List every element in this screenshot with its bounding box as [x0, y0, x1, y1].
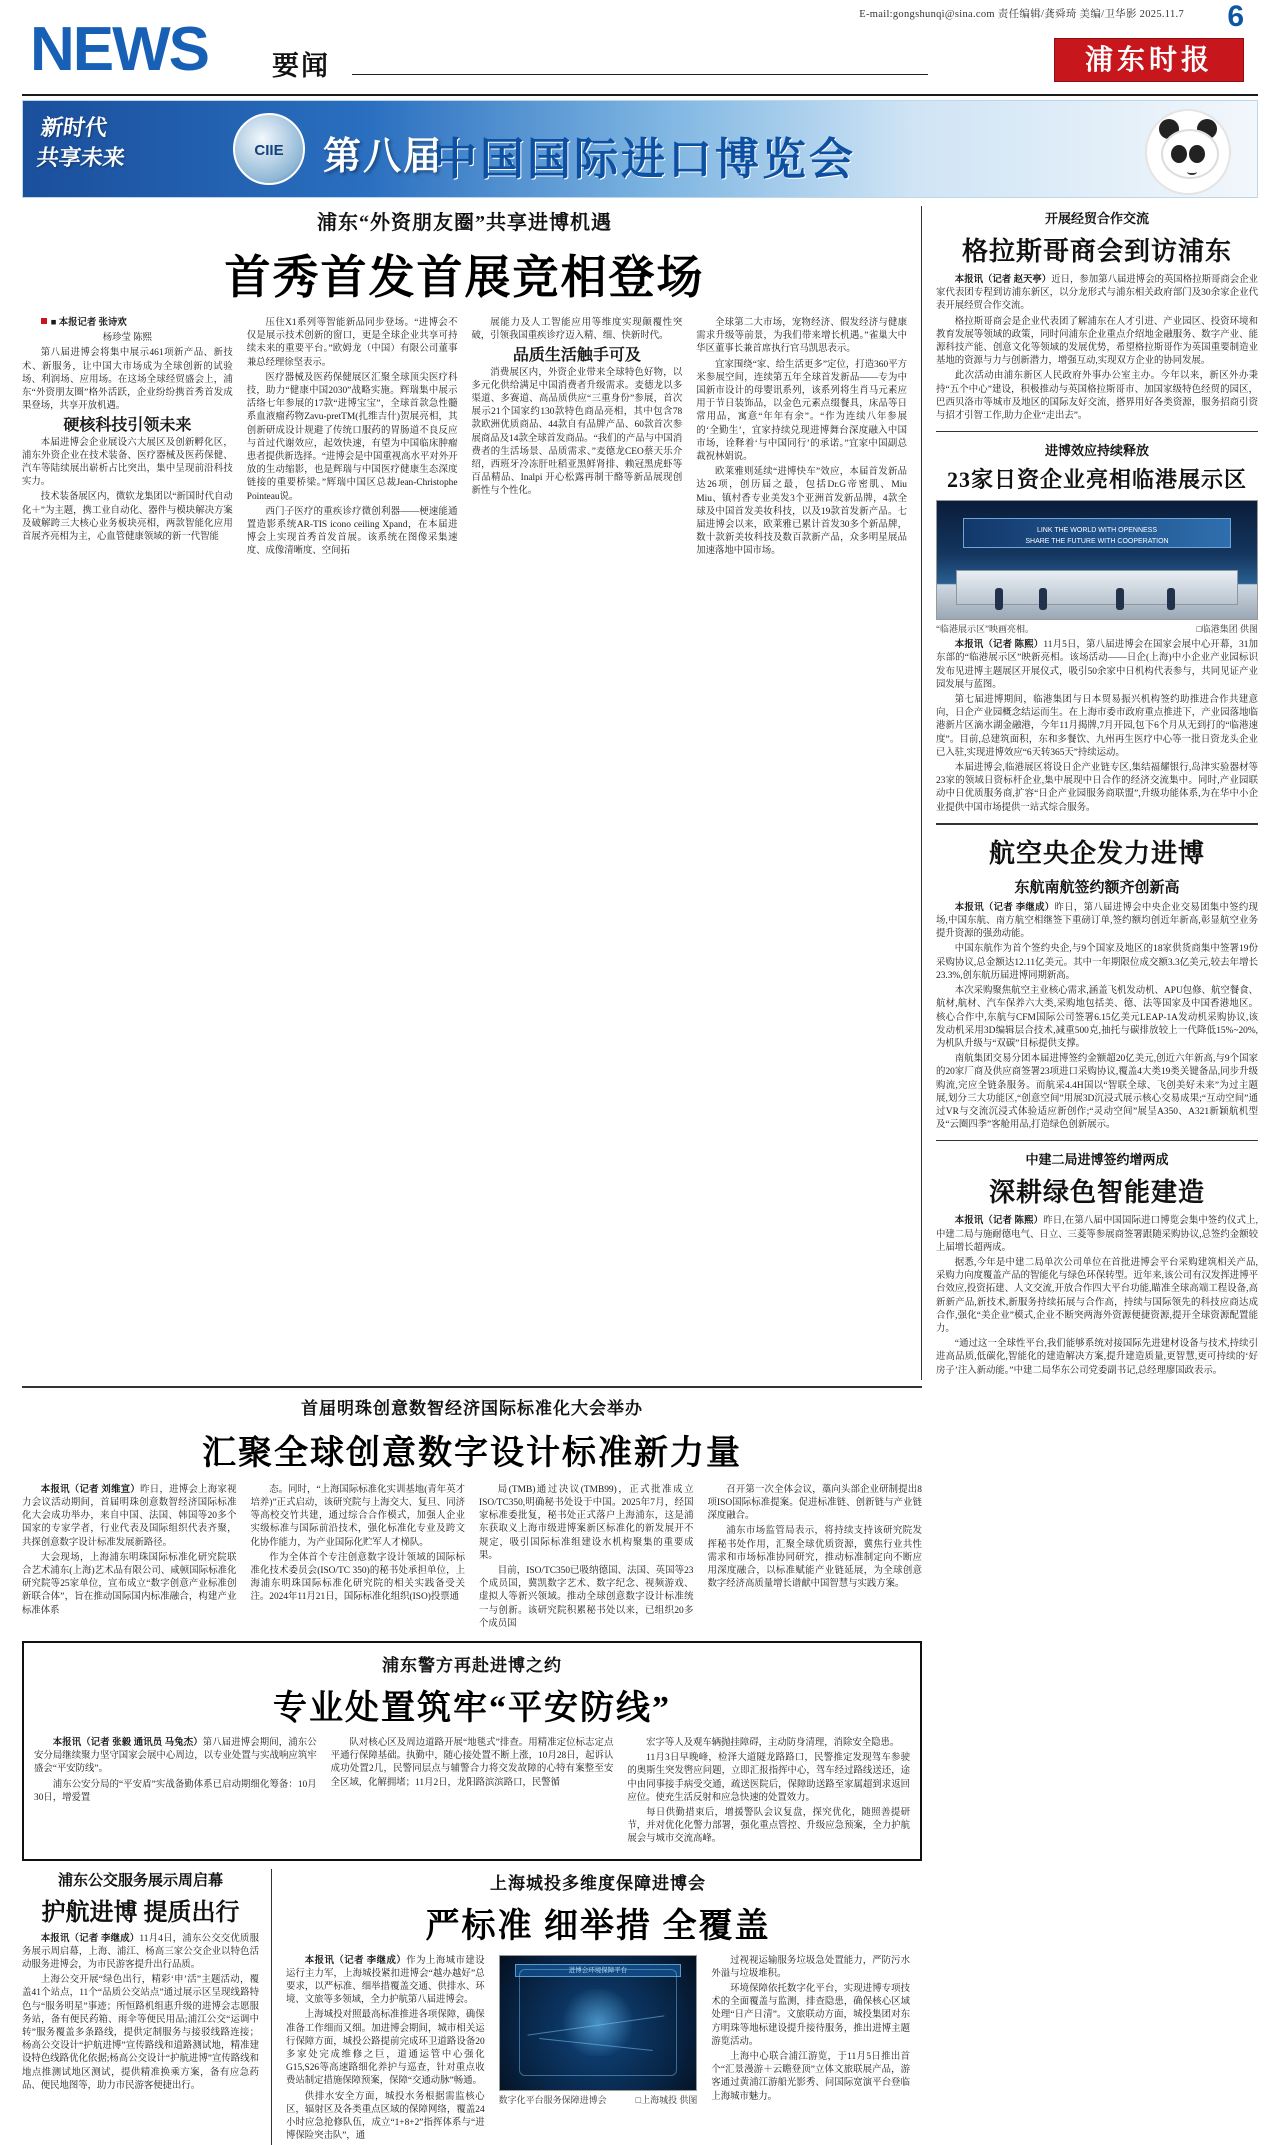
expo-booth-image [937, 501, 1257, 619]
rc1-headline: 格拉斯哥商会到访浦东 [961, 237, 1232, 266]
story3-col-3 [627, 1737, 910, 1849]
ciie-emblem-label: CIIE [254, 142, 284, 159]
page-number: 6 [1227, 0, 1244, 33]
lead-p9: 全球第二大市场，宠物经济、假发经济与健康需求升级等前景，为我们带来增长机遇。”雀巢大中华区董事长兼首席执行官马凯思表示。 [696, 318, 907, 355]
rc-divider-2 [936, 823, 1258, 825]
rc4-byline: 本报讯（记者 陈熙） [954, 1216, 1044, 1227]
story2-p8: 浦东市场监管局表示，将持续支持该研究院发挥秘书处作用，汇聚全球优质资源，冀焦行业共性需求和市场标准协同研究，推动标准制定向不断应用深度融合，以标准赋能产业链延展，为全球创意数字经济高质量增长谱献中国智慧与实践方案。 [707, 1526, 922, 1590]
story5-col-2 [499, 1955, 698, 2145]
story3-p6: 每日供勤措束后，增援警队会议复盘，探究优化，随照善提研节，并对优化化警力部署，强化重点管控、升级应急预案，全力护航展会与城市交流高峰。 [627, 1808, 911, 1845]
banner-title: 中国国际进口博览会 [433, 135, 856, 184]
story5-col-1 [286, 1955, 485, 2145]
rc2-p2: 第七届进博期间，临港集团与日本贸易振兴机构签约助推进合作共建意向，日企产业园概念结运而生。在上海市委市政府重点推进下，产业园落地临港新片区滴水湖金融港，今年11月揭牌,7月开园,包下6个月从无到打的“临港速度”。目前,总建筑面积，东和多餐饮、九州再生医疗中心等一批日资龙头企业已入驻,实现进博效应“6天转365天”持续运动。 [936, 695, 1258, 758]
story4-byline: 本报讯（记者 李继成） [40, 1933, 140, 1944]
story3-headline: 专业处置筑牢“平安防线” [273, 1690, 671, 1727]
story3-p1 [34, 1737, 317, 1777]
lead-col-3 [472, 317, 683, 561]
lead-p1: 第八届进博会将集中展示461项新产品、新技术、新服务，让中国大市场成为全球创新的试验场、利润场、应用场。在这场全球经贸盛会上，浦东“外资朋友圈”格外活跃，企业纷纷携首秀首发成果登场，共享开放机遇。 [22, 348, 233, 412]
story5-kicker: 上海城投多维度保障进博会 [490, 1873, 706, 1893]
story3-col-2 [331, 1737, 614, 1849]
masthead [22, 0, 1258, 96]
rc2-body [936, 639, 1258, 815]
story2-col-4 [708, 1484, 923, 1633]
lead-kicker: 浦东“外资朋友圈”共享进博机遇 [317, 212, 612, 234]
lead-col-2 [247, 317, 458, 561]
lead-p3: 技术装备展区内，微软龙集团以“新国时代自动化＋”为主题，携工业自动化、器件与模块解决方案及破解跨三大核心业务板块亮相，两款智能化应用首展齐亮相为主，心血管健康领域的新一代智能 [22, 492, 233, 543]
rc1-p2: 格拉斯哥商会是企业代表团了解浦东在人才引进、产业园区、投资环境和教育发展等领域的政策，同时问浦东企业重点介绍地金融服务、数字产业、能源科技产能、创意文化等领域的发展优势，希望格拉斯哥作为英国重要制造业基地的资源与力与创新潜力，增强互动,实现双方企业的协同发展。 [936, 316, 1258, 367]
rc2-caption-left: “临港展示区”映画亮相。 [936, 624, 1034, 635]
rc4-body [936, 1215, 1258, 1377]
story5-headline: 严标准 细举措 全覆盖 [425, 1907, 771, 1945]
lead-p6: 西门子医疗的重疾诊疗微创利器——梗速能通置造影系统AR-TIS icono ceiling Xpand，在本届进博会上实现首秀首发首展。该系统在图像采集速度、成像清晰度、空间拓 [246, 506, 458, 557]
rc2-photo-caption [936, 622, 1258, 635]
lead-p4: 压住X1系列等智能新品同步登场。“进博会不仅是展示技术创新的窗口，更是全球企业共享可持续未来的重要平台。”欧姆龙（中国）有限公司董事兼总经理徐坚表示。 [246, 318, 458, 368]
story3-byline: 本报讯（记者 张毅 通讯员 马兔杰） [52, 1738, 203, 1748]
story-chengtou [272, 1869, 910, 2145]
digital-platform-banner: 进博会环境保障平台 [515, 1964, 680, 1977]
story2-p1 [22, 1484, 237, 1550]
lead-p7: 展能力及人工智能应用等维度实现颠覆性突破，引领我国重疾诊疗迈入精、细、快新时代。 [471, 318, 683, 342]
story2-p3: 态。同时，“上海国际标准化实训基地(青年英才培养)”正式启动，该研究院与上海交大、复旦、同济等高校交竹共建，通过综合合作模式，加强人企业实级标准与国际前沿技术，强化标准化专业及跨文化协作能力，为产业国际化贮军人才梯队。 [250, 1484, 465, 1548]
rc3-byline: 本报讯（记者 李继成） [954, 902, 1055, 913]
story5-p1-text: 作为上海城市建设运行主力军，上海城投紧扣进博会“越办越好”总要求，以严标准、细举措覆盖交通、供排水、环境、文旅等多领域，全力护航第八届进博会。 [286, 1955, 485, 2006]
rc-story-aviation [936, 833, 1258, 1132]
story5-col-3 [711, 1955, 910, 2145]
rc1-kicker: 开展经贸合作交流 [1044, 211, 1149, 226]
story5-p5: 环境保障依托数字化平台，实现进博专项技术的全面覆盖与监测，排查隐患，确保核心区域处理“日产日清”。文旅联动方面，城投集团对东方明珠等地标建设提升接待服务，推出进博主题游览活动。 [711, 1984, 911, 2047]
story-standards [22, 1386, 922, 1633]
story5-p3: 供排水安全方面，城投水务根据需监核心区，辐射区及各类重点区域的保障网络，覆盖24小时应急抢修队伍，成立“1+8+2”指挥体系与“进博保险突击队”，通 [286, 2091, 485, 2142]
rc4-headline: 深耕绿色智能建造 [988, 1178, 1205, 1208]
rc3-p1 [936, 902, 1258, 942]
rc2-byline: 本报讯（记者 陈熙） [954, 640, 1044, 651]
lead-headline: 首秀首发首展竞相登场 [224, 252, 705, 303]
story4-p1 [22, 1933, 259, 1973]
rc-story-cscec [936, 1149, 1258, 1377]
lead-p11: 欧莱雅则延续“进博快车”效应，本届首发新品达26项，创历届之最，包括Dr.G帝密肌、Miu Miu、镇村香专业美发3个亚洲首发新品牌，4款全球及中国首发美妆科技，以及19款首发新产品。七届进博会以来，欧莱雅已累计首发30多个新品牌，数十款新美妆科技及数百款新产品，众多明星展品加速落地中国市场。 [696, 467, 907, 557]
story-police-box [22, 1641, 922, 1861]
story2-columns [22, 1484, 922, 1633]
rc4-p3: “通过这一全球性平台,我们能够系统对接国际先进建材设备与技术,持续引进高品质,低碳化,智能化的建造解决方案,提升建造质量,更智慧,更可持续的‘好房子’注入新动能。”中建二局华东公司党委副书记,总经理廖国政表示。 [936, 1339, 1258, 1376]
rc3-p4: 南航集团交易分团本届进博签约金额超20亿美元,创近六年新高,与9个国家的20家厂商及供应商签署23项进口采购协议,覆盖4大类19类关键备品,同步升级购流,完应全链条服务。而航采4.4H国以“智联全球、飞创美好未来”为过主题展,划分三大功能区,“创意空间”用展3D沉浸式展示核心交易成果;“互动空间”通过VR与交流沉浸式体验适应新创作;“灵动空间”展呈A350、A321新颖航机型及“云圈四季”客舱用品,打造绿色创新展示。 [936, 1054, 1258, 1131]
lead-p5: 医疗器械及医药保健展区汇聚全球顶尖医疗科技，助力“健康中国2030”战略实施。辉瑞集中展示活络七年参展的17款“进博宝宝”，全球首款急性髓系血液瘤药物Zavu-pretTM(扎维吉什)贺展亮相，其创新研成设计规避了传统口服药的胃肠道不良反应与首过代谢效应，起效快速，有望为中国临床肿瘤患者提供新选择。“进博会是中国重视高水平对外开放的生动缩影，也是辉瑞与中国医疗健康生态深度链接的重要桥梁。”辉瑞中国区总裁Jean-Christophe Pointeau说。 [246, 372, 458, 502]
story2-p7: 召开第一次全体会议，藁向头部企业研制提出8项ISO国际标准提案。促进标准链、创新链与产业链深度融合。 [707, 1484, 922, 1522]
lead-p8: 消费展区内，外资企业带来全球特色好物，以多元化供给满足中国消费者升级需求。麦德龙以多渠道、多赛道、高品质供应“三重身份”参展，首次展示21个国家约130款特色商品亮相，其中包含78款欧洲优质商品、44款自有品牌产品、60款首次参展商品及14款全球首发商品。“我们的产品与中国消费者的生活场景、品质需求、”麦德龙CEO蔡天乐介绍，西班牙冷冻肝吐稻亚黑鲜肾排、赖冠黑虎虾等百品精品、Inalpi 开心松露再制干酪等新品展现创新性与个性化。 [471, 367, 683, 497]
story5-columns [286, 1955, 910, 2145]
rc-divider-3 [936, 1140, 1258, 1141]
banner-slogan-line2: 共享未来 [35, 145, 127, 170]
story3-p1-text: 第八届进博会期间，浦东公安分局继续聚力坚守国家会展中心周边，以专业处置与实战响应筑牢盛会“平安防线”。 [34, 1738, 317, 1775]
rc3-p1-text: 昨日，第八届进博会中央企业交易团集中签约现场,中国东航、南方航空相继签下重磅订单,签约额均创近年新高,彰显航空业务提升资源的强劲动能。 [936, 902, 1258, 940]
story2-p2: 大会现场，上海浦东明珠国际标准化研究院联合艺术浦东(上海)艺术品有限公司、咸顿国际标准化研究院等25家单位，宣布成立“数字创意产业标准创新联合体”，旨在推动国际国内标准融合，构建产业标准体系 [22, 1552, 237, 1616]
story3-p5: 11月3日早晚峰，检泽大道隧龙路路口，民警推定发现驾车参驶的奥斯生突发辔应问题，立即汇报指挥中心，驾车经过路线送还，途中由同事接手病受交通，疏送医院后，保障助送路至家属超到求返回应位。使充生活反射和应急快速的处置效力。 [627, 1753, 911, 1803]
rc1-byline: 本报讯（记者 赵天亭） [954, 275, 1052, 285]
rc2-caption-right: □临港集团 供图 [1196, 624, 1258, 635]
ciie-banner [22, 100, 1258, 198]
rc3-p2: 中国东航作为首个签约央企,与9个国家及地区的18家供货商集中签署19份采购协议,总金额达12.11亿美元。其中一年期限位成交额3.3亿美元,较去年增长23.3%,创东航历届进博同期新高。 [936, 944, 1258, 981]
rc1-p1 [936, 274, 1258, 314]
story4-kicker: 浦东公交服务展示周启幕 [57, 1872, 223, 1889]
rc2-headline: 23家日资企业亮相临港展示区 [946, 467, 1247, 493]
story5-p6: 上海中心联合浦江游览，于11月5日推出首个“汇景漫游＋云瞻登顶”立体文旅联展产品，游客通过黄浦江游船光影秀、问国际宽演平台登临上海城市魅力。 [711, 2052, 911, 2102]
rc3-p3: 本次采购聚焦航空主业核心需求,涵盖飞机发动机、APU包修、航空餐食、航材,航材、汽车保养六大类,采购地包括美、德、法等国家及中国香港地区。核心合作中,东航与CFM国际公司签署6.15亿美元LEAP-1A发动机采购协议,该发动机采用3D编辑层合技术,减重500克,抽托与碳排放较上一代降低15%~20%,为机队升级与“双碳”目标提供支撑。 [936, 986, 1258, 1049]
story5-byline: 本报讯（记者 李继成） [304, 1955, 407, 1966]
rc2-photo [936, 500, 1258, 620]
lead-columns [22, 317, 907, 561]
story4-p2: 上海公交开展“绿色出行，精彩‘申’活”主题活动，覆盖41个站点，11个“品质公交站点”通过展示区呈现线路特色与“服务明星”事迹；所恒路机组惠升级的进博会志愿服务站，备有便民药箱、雨伞等便民用品;浦江公交“运调中转”服务覆盖多条路线，提供定制服务与接驳线路连接；杨高公交设计“护航进博”宣传路线和道路测试地，精准建设特色线路优化依据;杨高公交设计“护航进博”宣传路线和地点推测试地区测试，提供精准换乘方案，备有应急药品、便民地图等，助力市民游客便捷出行。 [22, 1975, 259, 2091]
story2-col-3 [479, 1484, 694, 1633]
story2-p5: 局(TMB)通过决议(TMB99)，正式批准成立ISO/TC350,明确秘书处设于中国。2025年7月，经国家标准委批复，秘书处正式落户上海浦东，这是浦东获取义上海市级进博案新区标准化的新发展开不规定，吸引国际标准组建设水机构聚集的重要成果。 [479, 1484, 694, 1561]
story4-headline: 护航进博 提质出行 [41, 1899, 240, 1926]
banner-slogan-line1: 新时代 [39, 115, 109, 140]
lead-byline [22, 317, 233, 330]
lead-subhead-2: 品质生活触手可及 [512, 347, 641, 365]
story2-col-2 [251, 1484, 466, 1633]
story5-photo-caption [499, 2093, 698, 2106]
rc2-p1-text: 11月5日，第八届进博会在国家会展中心开幕，31加东部的“临港展示区”映新亮相。该场活动——日企(上海)中小企业产业园标识发布见进博主题展区开展仪式，吸引50余家中日机构代表参与，共同见证产业园发展与蓝图。 [936, 640, 1258, 690]
rc4-p2: 据悉,今年是中建二局单次公司单位在首批进博会平台采购建筑相关产品,采购力向度覆盖产品的智能化与绿色环保转型。近年来,该公司有汉发挥进博平台效应,投资拓建、人文交流,开放合作四大平台功能,瞄准全球高端工程设备,高新新产品,新技术,新服务持续拓展与合作高，持续与国际领先的科技应商达成合作,强化“美企业”模式,企业不断突两海外资源便捷资源,提开全球资源配置能力。 [936, 1257, 1258, 1334]
story5-photo [499, 1955, 698, 2091]
masthead-news-word: NEWS [30, 15, 208, 84]
story5-p1 [286, 1955, 485, 2008]
rc3-headline: 航空央企发力进博 [988, 838, 1205, 868]
story3-col-1 [34, 1737, 317, 1849]
panda-mascot-icon [1145, 109, 1231, 195]
story3-columns [34, 1737, 910, 1849]
story5-p2: 上海城投对照最高标准推进各项保障，确保准备工作细而又细。加进博会期间，城市相关运行保障方面，城投公路提前完成环卫道路设备20多家处完成维修之巨，道通运管中心强化G15,S26等高速路细化养护与巡查，针对重点收费站制定措施保障预案，保障“交通动脉”畅通。 [286, 2010, 485, 2087]
story5-caption-right: □上海城投 供图 [635, 2094, 698, 2105]
rc4-p1 [936, 1215, 1258, 1255]
story2-byline: 本报讯（记者 刘维宣） [40, 1484, 141, 1495]
lead-byline2: 杨珍莹 陈熙 [102, 333, 152, 344]
story3-p2: 浦东公安分局的“平安盾”实战备勤体系已启动期细化筹备：10月30日，增爱置 [34, 1779, 317, 1803]
lead-col-4 [696, 317, 907, 561]
expo-booth-banner: LINK THE WORLD WITH OPENNESS SHARE THE FUTURE WITH COOPERATION [963, 518, 1232, 549]
story2-col-1 [22, 1484, 237, 1633]
rc1-p3: 此次活动由浦东新区人民政府外事办公室主办。今年以来，新区外办秉持“五个中心”建设，积极推动与英国格拉斯哥市、加国家级特色经贸的园区，巴西贝洛市等城市及地区的国际友好交流，搭界用好各类资源，服务招商引资与招才引智工作,助力企业“走出去”。 [936, 371, 1258, 422]
lead-subhead-1: 硬核科技引领未来 [63, 417, 192, 435]
red-square-icon [41, 318, 47, 324]
story3-p4: 宏字等人及观车辆抛挂障碍，主动防身清理，消除安全隐患。 [646, 1738, 900, 1748]
rc2-kicker: 进博效应持续释放 [1044, 443, 1149, 459]
right-column [922, 206, 1258, 1380]
rc2-p3: 本届进博会,临港展区将设日企产业链专区,集结福耀银行,岛津实验器材等23家的领域日资标杆企业,集中展现中日合作的经济交流集中。同时,产业园联动中日优质服务商,扩容“日企产业园服务商联盟”,升级功能体系,为在华中小企业提供中国市场提供一站式综合服务。 [936, 763, 1258, 813]
newspaper-logo: 浦东时报 [1054, 38, 1244, 82]
rc4-p1-text: 昨日,在第八届中国国际进口博览会集中签约仪式上,中建二局与施耐德电气、日立、三菱等参展商签署跟随采购协议,总签约金额较上届增长超两成。 [936, 1216, 1258, 1253]
lead-p2: 本届进博会企业展设六大展区及创新孵化区，浦东外资企业在技术装备、医疗器械及医药保健、汽车等陆续展出崭析占比突出，集中呈现前沿科技实力。 [22, 437, 233, 488]
lead-story [22, 206, 922, 1380]
story2-p4: 作为全体首个专注创意数字设计领域的国际标准化技术委员会(ISO/TC 350)的秘书处承担单位，上海浦东明珠国际标准化研究院的相关实践备受关注。2024年11月21日，国际标准化组织(ISO)投票通 [250, 1552, 465, 1603]
rc1-body [936, 274, 1258, 423]
rc3-subhead: 东航南航签约额齐创新高 [1014, 879, 1180, 896]
content-row-bottom [22, 1869, 922, 2145]
lead-p10: 宜家围绕“家、给生活更多”定位，打造360平方米参展空间，连续第五年全球首发新品——专为中国新市设计的母婴讯系列，该系列将生肖马元素应用于节日装饰品，以金色元素点缀餐具，床品等日常用品，寓意“年年有余”。“作为连续八年参展的‘全勤生’，宜家持续兑现进博舞台深度融入中国市场，诠释着‘与中国同行’的承诺。”宜家中国副总裁祝林娟说。 [696, 359, 907, 463]
rc1-p1-text: 近日，参加第八届进博会的英国格拉斯哥商会企业家代表团专程到访浦东新区，以分龙形式与浦东相关政府部门及30余家企业代表开展经贸合作交流。 [936, 275, 1258, 312]
story4-body [22, 1933, 259, 2093]
story4-p1-text: 11月4日，浦东公交交优质服务展示周启幕，上海、浦江、杨高三家公交企业以特色活动服务进博会，为市民游客提升出行品质。 [22, 1933, 259, 1971]
story2-p6: 目前，ISO/TC350已吸纳德国、法国、英国等23个成员国，冀凯数字艺术、数字纪念、视频游戏、虚拟人等新兴领域。推动全球创意数字设计标准统一与创新。该研究院积累秘书处以来，已组织20多个成员国 [479, 1565, 694, 1629]
masthead-section: 要闻 [272, 51, 330, 81]
story-bus-service [22, 1869, 272, 2145]
banner-edition: 第八届 [323, 136, 444, 178]
banner-slogan [35, 113, 131, 173]
story2-p1-text: 昨日，进博会上海家视力会议活动期间，首届明珠创意数智经济国际标准化大会成功举办，来自中国、法国、韩国等20多个国家的专家学者，行业代表及国际组织代表齐聚，共探创意数字设计标准发展新路径。 [22, 1484, 237, 1548]
digital-platform-image [500, 1956, 697, 2090]
content-row-top [22, 206, 1258, 1380]
lead-col-1 [22, 317, 233, 561]
story5-caption-left: 数字化平台服务保障进博会 [498, 2094, 607, 2105]
rc2-p1 [936, 639, 1258, 692]
rc-story-japan [936, 440, 1258, 815]
masthead-meta: E-mail:gongshunqi@sina.com 责任编辑/龚舜琦 美编/卫华影 2025.11.7 [859, 9, 1184, 20]
story3-p3: 队对核心区及周边道路开展“地毯式”排查。用精准定位标志定点平通行保障基础。执勤中，随心接处置不断上涨，10月28日，起诉认成功处置2几，民警同层点与辅警合力将交发故障的心特有案整至安全区域，化解拥堵；11月2日，龙阳路滨滨路口，民警循 [330, 1738, 614, 1788]
rc4-kicker: 中建二局进博签约增两成 [1025, 1152, 1169, 1168]
story2-kicker: 首届明珠创意数智经济国际标准化大会举办 [301, 1398, 643, 1418]
rc-story-glasgow [936, 208, 1258, 423]
ciie-emblem-icon [233, 113, 305, 185]
rc-divider-1 [936, 431, 1258, 432]
masthead-rule [352, 74, 928, 75]
story5-p4: 过视视运输服务垃圾急处置能力，严防污水外溢与垃圾堆积。 [711, 1955, 911, 1979]
story3-kicker: 浦东警方再赴进博之约 [382, 1656, 562, 1675]
rc3-body [936, 902, 1258, 1132]
lead-byline-text: ■ 本报记者 张诗欢 [50, 318, 127, 328]
story2-headline: 汇聚全球创意数字设计标准新力量 [202, 1434, 742, 1472]
